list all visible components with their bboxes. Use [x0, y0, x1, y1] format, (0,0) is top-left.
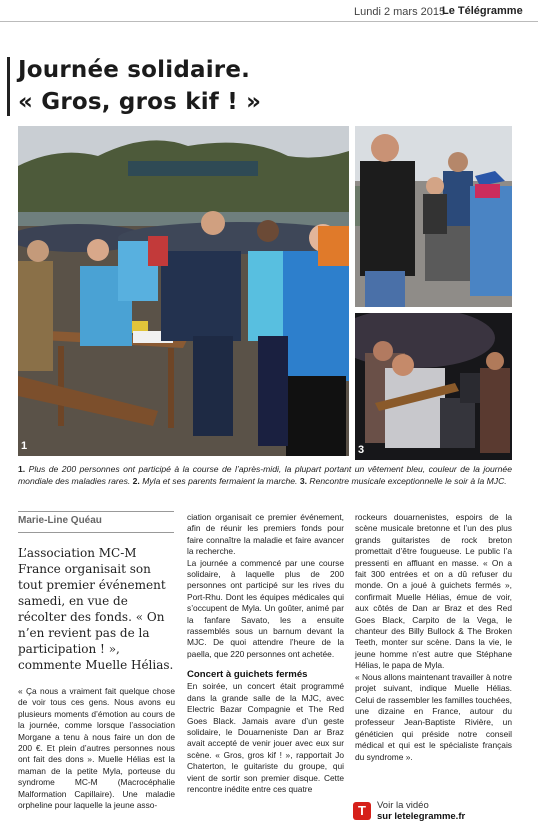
caption-number: 3.	[299, 475, 308, 486]
headline-bar	[7, 57, 10, 116]
caption-text: Plus de 200 personnes ont participé à la course de l’après-midi, la plupart portant un vêtement bleu, couleur de la journée mondiale des maladies rares.	[18, 464, 512, 486]
caption-text: Rencontre musicale exceptionnelle le soir à la MJC.	[309, 475, 507, 486]
photo-number: 1	[21, 440, 28, 452]
body-paragraph: La journée a commencé par une course solidaire, à laquelle plus de 200 personnes ont participé sur les rives du Port-Rhu. Dont les équipes médicales qui s’occupent de Myla. Un goûter, animé par la fanfare Savato, les a ensuite rassemblés sous un barnum devant la MJC. De quoi attendre l’heure de la paella, que 220 personnes ont achetée.	[187, 557, 344, 659]
video-link-url: sur letelegramme.fr	[377, 811, 466, 822]
photo-concert	[355, 313, 512, 460]
author-rule	[18, 511, 174, 512]
video-link[interactable]	[377, 800, 465, 822]
photo-race-crowd	[18, 126, 349, 456]
headline-line-2: « Gros, gros kif ! »	[18, 89, 262, 115]
author-byline: Marie-Line Quéau	[18, 515, 102, 526]
body-paragraph: ciation organisait ce premier événement, afin de réunir les premiers fonds pour faire connaître la maladie et faire avancer la recherche.	[187, 512, 344, 557]
body-paragraph: rockeurs douarnenistes, espoirs de la scène musicale bretonne et l’un des plus grands guitaristes de rock breton promettait d’être fougueuse. Le public l’a pressenti en affluant en masse. « On a fait 300 entrées et on a dû refuser du monde. On a joué à guichets fermés », confirmait Muelle Hélias, émue de voir, aux côtés de Dan ar Braz et des Red Goes Black, Carpito de la Vega, le chanteur des Billy Bullock & The Broken Teeth, monter sur scène. Dans la vie, le jeune homme n’est autre que Stéphane Hélias, le papa de Myla.	[355, 512, 512, 671]
body-paragraph: En soirée, un concert était programmé dans la grande salle de la MJC, avec Electric Bazar Compagnie et The Red Goes Black. Jamais avare d’un geste solidaire, le Douarneniste Dan ar Braz avait accepté de venir jouer avec eux sur scène. « Gros, gros kif ! », rapportait Jo Chaterton, le guitariste du groupe, qui vient de sortir son premier disque. Cette rencontre inédite entre ces quatre	[187, 681, 344, 794]
article-column-1	[18, 686, 175, 811]
headline	[18, 54, 261, 118]
body-paragraph: « Ça nous a vraiment fait quelque chose de voir tous ces gens. Nous avons eu plusieurs moments d’émotion au cours de la journée, comme lorsque l’association Morgane a tenu à nous faire un don de 200 €. Et plein d’autres personnes nous ont fait des dons ». Muelle Hélias est la maman de la petite Myla, porteuse du syndrome MC-M (Macrocéphalie Malformation Capillaire). Une maladie orpheline pour laquelle la jeune asso-	[18, 686, 175, 811]
telegramme-logo-icon[interactable]	[353, 802, 371, 820]
section-subhead: Concert à guichets fermés	[187, 669, 308, 681]
caption-number: 1.	[18, 464, 26, 474]
video-link-line-1: Voir la vidéo	[377, 800, 429, 811]
photo-caption	[18, 464, 512, 487]
author-rule	[18, 532, 174, 533]
caption-text: Myla et ses parents fermaient la marche.	[142, 475, 298, 486]
article-lede: L’association MC-M France organisait son tout premier événement samedi, en vue de récolter des fonds. « On n’en revient pas de la participation ! », commente Muelle Hélias.	[18, 546, 174, 672]
issue-date: Lundi 2 mars 2015	[354, 6, 446, 18]
body-paragraph: « Nous allons maintenant travailler à notre projet suivant, indique Muelle Hélias. Celui de rassembler les familles touchées, une dizaine en France, autour du professeur Jean-Baptiste Rivière, un généticien qui préside notre conseil médical et qui est le spécialiste français du syndrome ».	[355, 671, 512, 762]
article-column-2	[187, 512, 344, 795]
logo-letter: T	[358, 803, 366, 818]
article-column-3	[355, 512, 512, 763]
newspaper-name: Le Télégramme	[442, 5, 523, 17]
headline-line-1: Journée solidaire.	[18, 57, 251, 83]
caption-number: 2.	[132, 475, 140, 486]
header-rule	[0, 21, 538, 22]
photo-walkers	[355, 126, 512, 307]
photo-number: 3	[358, 444, 365, 456]
